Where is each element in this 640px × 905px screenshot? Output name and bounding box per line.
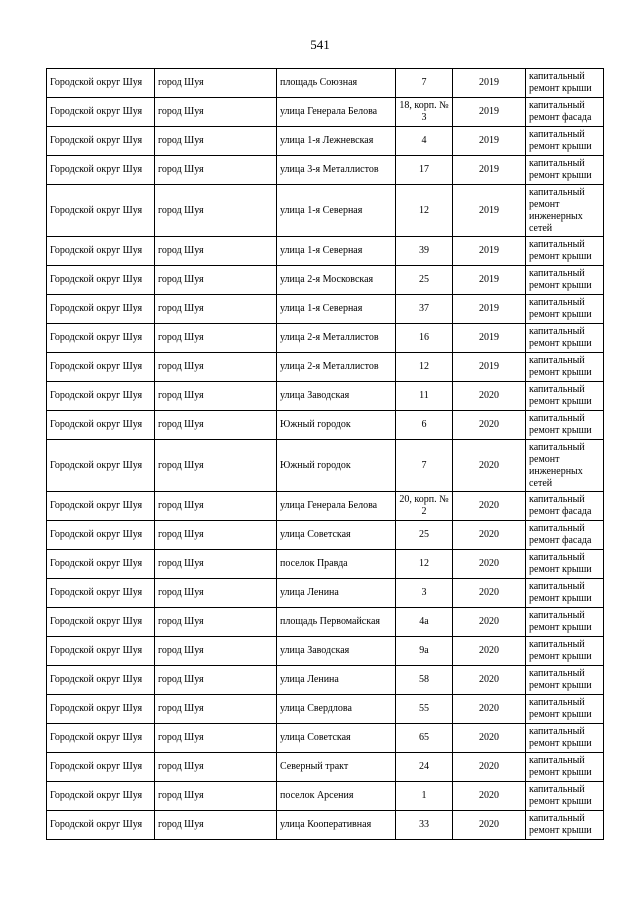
district-cell: Городской округ Шуя	[47, 353, 155, 382]
table-row	[47, 521, 604, 550]
settlement-cell: город Шуя	[155, 69, 277, 98]
year-cell: 2019	[453, 127, 526, 156]
table-row	[47, 411, 604, 440]
district-cell: Городской округ Шуя	[47, 550, 155, 579]
settlement-cell: город Шуя	[155, 782, 277, 811]
district-cell: Городской округ Шуя	[47, 724, 155, 753]
street-cell: улица 2-я Московская	[277, 266, 396, 295]
settlement-cell: город Шуя	[155, 98, 277, 127]
year-cell: 2019	[453, 237, 526, 266]
district-cell: Городской округ Шуя	[47, 156, 155, 185]
settlement-cell: город Шуя	[155, 666, 277, 695]
street-cell: улица 2-я Металлистов	[277, 353, 396, 382]
table-row	[47, 156, 604, 185]
work-type-cell: капитальный ремонт крыши	[526, 637, 604, 666]
settlement-cell: город Шуя	[155, 521, 277, 550]
table-row	[47, 98, 604, 127]
year-cell: 2020	[453, 724, 526, 753]
table-row	[47, 185, 604, 237]
work-type-cell: капитальный ремонт крыши	[526, 608, 604, 637]
table-row	[47, 382, 604, 411]
settlement-cell: город Шуя	[155, 724, 277, 753]
year-cell: 2019	[453, 185, 526, 237]
house-number-cell: 39	[396, 237, 453, 266]
table-row	[47, 782, 604, 811]
year-cell: 2019	[453, 324, 526, 353]
house-number-cell: 16	[396, 324, 453, 353]
district-cell: Городской округ Шуя	[47, 69, 155, 98]
house-number-cell: 33	[396, 811, 453, 840]
street-cell: улица Кооперативная	[277, 811, 396, 840]
year-cell: 2020	[453, 411, 526, 440]
district-cell: Городской округ Шуя	[47, 753, 155, 782]
settlement-cell: город Шуя	[155, 695, 277, 724]
street-cell: поселок Правда	[277, 550, 396, 579]
district-cell: Городской округ Шуя	[47, 782, 155, 811]
street-cell: улица 1-я Лежневская	[277, 127, 396, 156]
work-type-cell: капитальный ремонт крыши	[526, 69, 604, 98]
settlement-cell: город Шуя	[155, 266, 277, 295]
work-type-cell: капитальный ремонт инженерных сетей	[526, 440, 604, 492]
year-cell: 2019	[453, 266, 526, 295]
work-type-cell: капитальный ремонт фасада	[526, 492, 604, 521]
house-number-cell: 9а	[396, 637, 453, 666]
house-number-cell: 6	[396, 411, 453, 440]
work-type-cell: капитальный ремонт крыши	[526, 127, 604, 156]
house-number-cell: 24	[396, 753, 453, 782]
street-cell: улица Ленина	[277, 579, 396, 608]
street-cell: улица Советская	[277, 521, 396, 550]
table-row	[47, 695, 604, 724]
settlement-cell: город Шуя	[155, 295, 277, 324]
house-number-cell: 20, корп. № 2	[396, 492, 453, 521]
settlement-cell: город Шуя	[155, 608, 277, 637]
street-cell: Южный городок	[277, 411, 396, 440]
house-number-cell: 58	[396, 666, 453, 695]
year-cell: 2020	[453, 521, 526, 550]
table-row	[47, 127, 604, 156]
table-row	[47, 324, 604, 353]
street-cell: улица Советская	[277, 724, 396, 753]
house-number-cell: 12	[396, 185, 453, 237]
year-cell: 2019	[453, 156, 526, 185]
work-type-cell: капитальный ремонт крыши	[526, 666, 604, 695]
street-cell: площадь Первомайская	[277, 608, 396, 637]
work-type-cell: капитальный ремонт крыши	[526, 382, 604, 411]
house-number-cell: 65	[396, 724, 453, 753]
district-cell: Городской округ Шуя	[47, 127, 155, 156]
house-number-cell: 37	[396, 295, 453, 324]
year-cell: 2020	[453, 440, 526, 492]
work-type-cell: капитальный ремонт фасада	[526, 98, 604, 127]
district-cell: Городской округ Шуя	[47, 185, 155, 237]
year-cell: 2019	[453, 295, 526, 324]
settlement-cell: город Шуя	[155, 324, 277, 353]
work-type-cell: капитальный ремонт крыши	[526, 782, 604, 811]
year-cell: 2020	[453, 753, 526, 782]
settlement-cell: город Шуя	[155, 440, 277, 492]
house-number-cell: 7	[396, 69, 453, 98]
work-type-cell: капитальный ремонт крыши	[526, 266, 604, 295]
table-row	[47, 753, 604, 782]
table-row	[47, 69, 604, 98]
district-cell: Городской округ Шуя	[47, 237, 155, 266]
work-type-cell: капитальный ремонт крыши	[526, 695, 604, 724]
table-row	[47, 811, 604, 840]
work-type-cell: капитальный ремонт инженерных сетей	[526, 185, 604, 237]
house-number-cell: 4а	[396, 608, 453, 637]
street-cell: улица 1-я Северная	[277, 237, 396, 266]
district-cell: Городской округ Шуя	[47, 811, 155, 840]
district-cell: Городской округ Шуя	[47, 440, 155, 492]
district-cell: Городской округ Шуя	[47, 382, 155, 411]
work-type-cell: капитальный ремонт крыши	[526, 237, 604, 266]
table-row	[47, 266, 604, 295]
house-number-cell: 3	[396, 579, 453, 608]
table-row	[47, 550, 604, 579]
district-cell: Городской округ Шуя	[47, 695, 155, 724]
page-number: 541	[310, 37, 330, 52]
settlement-cell: город Шуя	[155, 156, 277, 185]
house-number-cell: 12	[396, 550, 453, 579]
settlement-cell: город Шуя	[155, 579, 277, 608]
table-row	[47, 579, 604, 608]
year-cell: 2020	[453, 666, 526, 695]
district-cell: Городской округ Шуя	[47, 98, 155, 127]
table-row	[47, 724, 604, 753]
district-cell: Городской округ Шуя	[47, 295, 155, 324]
year-cell: 2020	[453, 579, 526, 608]
district-cell: Городской округ Шуя	[47, 666, 155, 695]
street-cell: Северный тракт	[277, 753, 396, 782]
table-row	[47, 492, 604, 521]
year-cell: 2020	[453, 782, 526, 811]
settlement-cell: город Шуя	[155, 127, 277, 156]
house-number-cell: 12	[396, 353, 453, 382]
table-row	[47, 295, 604, 324]
year-cell: 2019	[453, 98, 526, 127]
street-cell: улица Генерала Белова	[277, 98, 396, 127]
district-cell: Городской округ Шуя	[47, 608, 155, 637]
house-number-cell: 4	[396, 127, 453, 156]
work-type-cell: капитальный ремонт крыши	[526, 724, 604, 753]
table-row	[47, 440, 604, 492]
street-cell: улица 1-я Северная	[277, 185, 396, 237]
district-cell: Городской округ Шуя	[47, 492, 155, 521]
table-row	[47, 637, 604, 666]
table-body	[47, 69, 604, 840]
work-type-cell: капитальный ремонт крыши	[526, 811, 604, 840]
work-type-cell: капитальный ремонт крыши	[526, 295, 604, 324]
district-cell: Городской округ Шуя	[47, 637, 155, 666]
settlement-cell: город Шуя	[155, 411, 277, 440]
district-cell: Городской округ Шуя	[47, 411, 155, 440]
work-type-cell: капитальный ремонт крыши	[526, 550, 604, 579]
street-cell: улица Генерала Белова	[277, 492, 396, 521]
settlement-cell: город Шуя	[155, 382, 277, 411]
district-cell: Городской округ Шуя	[47, 266, 155, 295]
work-type-cell: капитальный ремонт крыши	[526, 411, 604, 440]
table-row	[47, 666, 604, 695]
year-cell: 2020	[453, 492, 526, 521]
settlement-cell: город Шуя	[155, 185, 277, 237]
table-row	[47, 237, 604, 266]
work-type-cell: капитальный ремонт крыши	[526, 753, 604, 782]
year-cell: 2019	[453, 353, 526, 382]
work-type-cell: капитальный ремонт крыши	[526, 353, 604, 382]
street-cell: поселок Арсения	[277, 782, 396, 811]
street-cell: улица Свердлова	[277, 695, 396, 724]
street-cell: улица Заводская	[277, 382, 396, 411]
house-number-cell: 25	[396, 266, 453, 295]
house-number-cell: 55	[396, 695, 453, 724]
district-cell: Городской округ Шуя	[47, 579, 155, 608]
house-number-cell: 17	[396, 156, 453, 185]
table-row	[47, 353, 604, 382]
year-cell: 2020	[453, 695, 526, 724]
year-cell: 2020	[453, 637, 526, 666]
district-cell: Городской округ Шуя	[47, 324, 155, 353]
year-cell: 2020	[453, 608, 526, 637]
street-cell: улица Ленина	[277, 666, 396, 695]
repair-schedule-table	[46, 68, 604, 840]
street-cell: площадь Союзная	[277, 69, 396, 98]
settlement-cell: город Шуя	[155, 492, 277, 521]
year-cell: 2020	[453, 811, 526, 840]
settlement-cell: город Шуя	[155, 353, 277, 382]
street-cell: улица 3-я Металлистов	[277, 156, 396, 185]
house-number-cell: 18, корп. № 3	[396, 98, 453, 127]
street-cell: улица Заводская	[277, 637, 396, 666]
settlement-cell: город Шуя	[155, 550, 277, 579]
work-type-cell: капитальный ремонт фасада	[526, 521, 604, 550]
settlement-cell: город Шуя	[155, 811, 277, 840]
year-cell: 2020	[453, 382, 526, 411]
house-number-cell: 1	[396, 782, 453, 811]
house-number-cell: 25	[396, 521, 453, 550]
table-row	[47, 608, 604, 637]
year-cell: 2020	[453, 550, 526, 579]
street-cell: улица 1-я Северная	[277, 295, 396, 324]
house-number-cell: 11	[396, 382, 453, 411]
settlement-cell: город Шуя	[155, 637, 277, 666]
year-cell: 2019	[453, 69, 526, 98]
settlement-cell: город Шуя	[155, 237, 277, 266]
street-cell: улица 2-я Металлистов	[277, 324, 396, 353]
street-cell: Южный городок	[277, 440, 396, 492]
district-cell: Городской округ Шуя	[47, 521, 155, 550]
work-type-cell: капитальный ремонт крыши	[526, 156, 604, 185]
work-type-cell: капитальный ремонт крыши	[526, 324, 604, 353]
settlement-cell: город Шуя	[155, 753, 277, 782]
house-number-cell: 7	[396, 440, 453, 492]
work-type-cell: капитальный ремонт крыши	[526, 579, 604, 608]
